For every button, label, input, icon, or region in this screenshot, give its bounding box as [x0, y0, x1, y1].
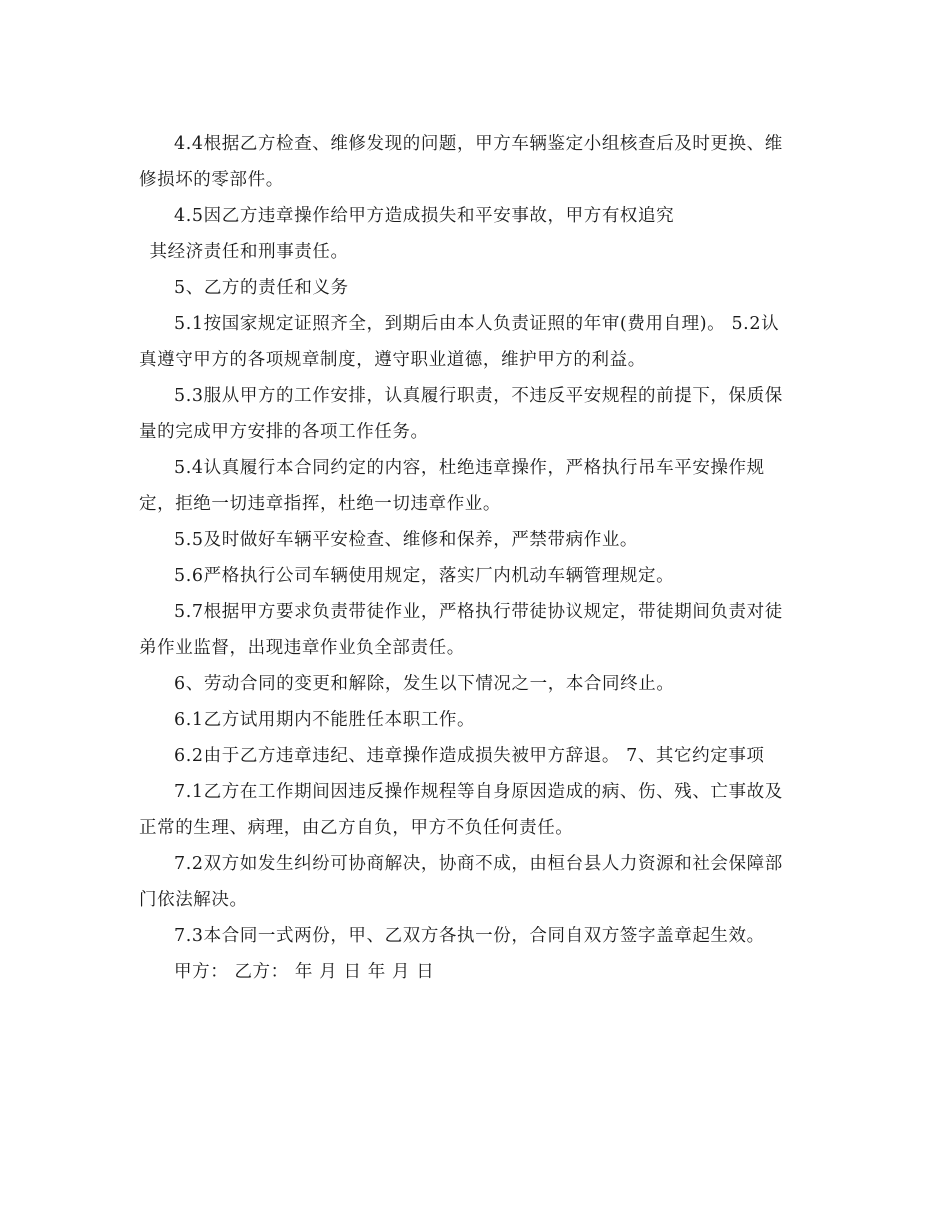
- clause-7-2-line-1: 7.2双方如发生纠纷可协商解决，协商不成，由桓台县人力资源和社会保障部: [174, 854, 783, 874]
- clause-4-5-line-2: 其经济责任和刑事责任。: [149, 242, 349, 262]
- clause-5-4-line-2: 定，拒绝一切违章指挥，杜绝一切违章作业。: [139, 494, 501, 514]
- clause-4-4-line-1: 4.4根据乙方检查、维修发现的问题，甲方车辆鉴定小组核查后及时更换、维: [174, 134, 783, 154]
- clause-7-1-line-2: 正常的生理、病理，由乙方自负，甲方不负任何责任。: [139, 818, 574, 838]
- clause-5-1-line-2: 真遵守甲方的各项规章制度，遵守职业道德，维护甲方的利益。: [139, 350, 646, 370]
- clause-5-7-line-2: 弟作业监督，出现违章作业负全部责任。: [139, 638, 465, 658]
- clause-4-4-line-2: 修损坏的零部件。: [139, 170, 284, 190]
- clause-7-2-line-2: 门依法解决。: [139, 890, 248, 910]
- clause-6-1: 6.1乙方试用期内不能胜任本职工作。: [174, 710, 476, 730]
- clause-5-1-line-1: 5.1按国家规定证照齐全，到期后由本人负责证照的年审(费用自理)。 5.2认: [174, 314, 780, 334]
- clause-5-5: 5.5及时做好车辆平安检查、维修和保养，严禁带病作业。: [174, 530, 639, 550]
- section-6-heading: 6、劳动合同的变更和解除，发生以下情况之一，本合同终止。: [174, 674, 675, 694]
- signature-line: 甲方： 乙方： 年 月 日 年 月 日: [174, 962, 435, 982]
- clause-5-4-line-1: 5.4认真履行本合同约定的内容，杜绝违章操作，严格执行吊车平安操作规: [174, 458, 765, 478]
- clause-6-2-and-section-7-heading: 6.2由于乙方违章违纪、违章操作造成损失被甲方辞退。 7、其它约定事项: [174, 746, 765, 766]
- clause-7-1-line-1: 7.1乙方在工作期间因违反操作规程等自身原因造成的病、伤、残、亡事故及: [174, 782, 783, 802]
- section-5-heading: 5、乙方的责任和义务: [174, 278, 349, 298]
- clause-5-3-line-1: 5.3服从甲方的工作安排，认真履行职责，不违反平安规程的前提下，保质保: [174, 386, 783, 406]
- clause-5-3-line-2: 量的完成甲方安排的各项工作任务。: [139, 422, 429, 442]
- contract-body: [139, 126, 807, 990]
- clause-5-6: 5.6严格执行公司车辆使用规定，落实厂内机动车辆管理规定。: [174, 566, 675, 586]
- clause-4-5-line-1: 4.5因乙方违章操作给甲方造成损失和平安事故，甲方有权追究: [174, 206, 675, 226]
- clause-5-7-line-1: 5.7根据甲方要求负责带徒作业，严格执行带徒协议规定，带徒期间负责对徒: [174, 602, 783, 622]
- clause-7-3: 7.3本合同一式两份，甲、乙双方各执一份，合同自双方签字盖章起生效。: [174, 926, 765, 946]
